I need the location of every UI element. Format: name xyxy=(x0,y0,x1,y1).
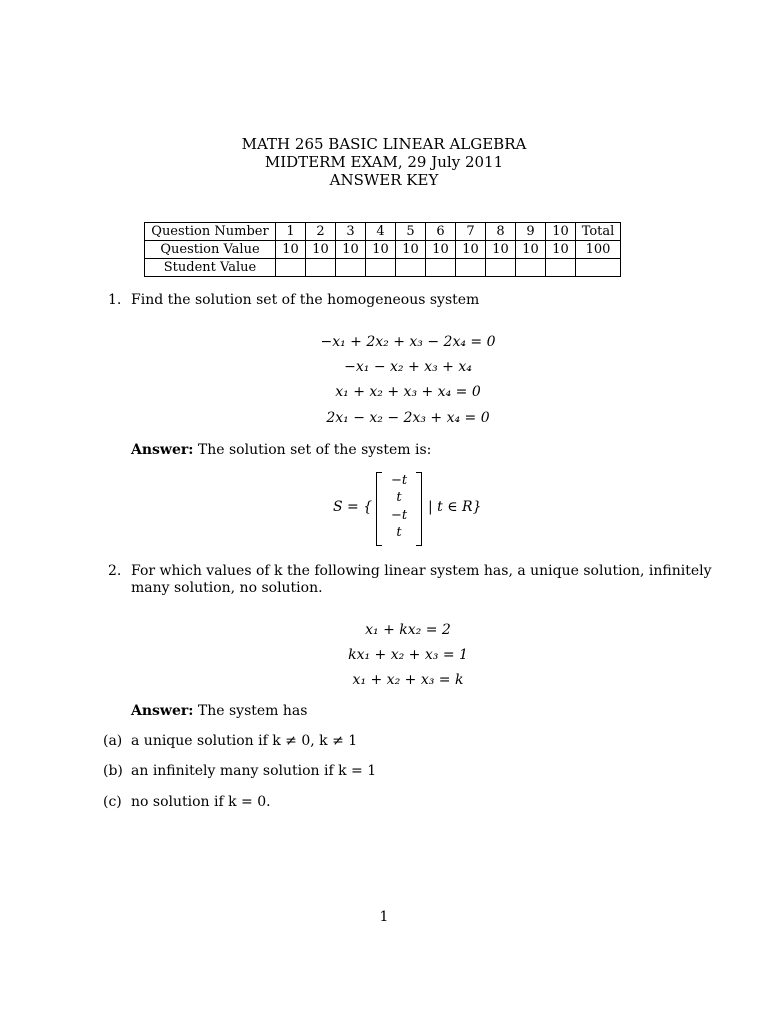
case-b-label: (b) xyxy=(103,763,123,779)
table-cell: 5 xyxy=(396,223,426,241)
table-cell: 6 xyxy=(426,223,456,241)
table-cell xyxy=(276,259,306,277)
q1-equation-3: x₁ + x₂ + x₃ + x₄ = 0 xyxy=(335,384,481,400)
question-1-prompt: Find the solution set of the homogeneous system xyxy=(131,292,480,308)
table-cell: 8 xyxy=(486,223,516,241)
table-cell: 10 xyxy=(336,241,366,259)
q2-answer-label: Answer: xyxy=(131,703,194,719)
exam-date-title: MIDTERM EXAM, 29 July 2011 xyxy=(264,153,504,171)
table-cell: 10 xyxy=(276,241,306,259)
table-cell xyxy=(396,259,426,277)
table-cell: 7 xyxy=(456,223,486,241)
solution-set-suffix: | t ∈ R} xyxy=(428,499,482,515)
q1-answer-text: The solution set of the system is: xyxy=(197,442,432,458)
case-c-label: (c) xyxy=(103,794,122,810)
table-cell xyxy=(366,259,396,277)
table-cell: 3 xyxy=(336,223,366,241)
table-cell: 1 xyxy=(276,223,306,241)
q2-equation-3: x₁ + x₂ + x₃ = k xyxy=(352,672,464,688)
case-a-label: (a) xyxy=(103,733,123,749)
q1-answer xyxy=(131,442,431,458)
page-number: 1 xyxy=(379,909,389,925)
table-row xyxy=(145,223,621,241)
table-cell: 2 xyxy=(306,223,336,241)
table-cell: 100 xyxy=(576,241,621,259)
exam-course-title: MATH 265 BASIC LINEAR ALGEBRA xyxy=(241,135,527,153)
table-cell: Student Value xyxy=(145,259,276,277)
q2-answer xyxy=(131,703,307,719)
table-cell: 10 xyxy=(546,241,576,259)
table-cell: 9 xyxy=(516,223,546,241)
q2-equation-2: kx₁ + x₂ + x₃ = 1 xyxy=(348,647,468,663)
table-cell: 10 xyxy=(396,241,426,259)
vector-entry: −t xyxy=(390,508,408,523)
solution-vector xyxy=(376,472,422,544)
case-a-text: a unique solution if k ≠ 0, k ≠ 1 xyxy=(131,733,358,749)
table-row xyxy=(145,241,621,259)
table-cell xyxy=(546,259,576,277)
table-cell: 10 xyxy=(306,241,336,259)
question-2-prompt-line2: many solution, no solution. xyxy=(131,580,323,596)
q1-answer-label: Answer: xyxy=(131,442,194,458)
table-cell: Total xyxy=(576,223,621,241)
table-row xyxy=(145,259,621,277)
table-cell: 10 xyxy=(546,223,576,241)
q1-equation-4: 2x₁ − x₂ − 2x₃ + x₄ = 0 xyxy=(326,410,490,426)
table-cell xyxy=(426,259,456,277)
table-cell xyxy=(516,259,546,277)
table-cell xyxy=(456,259,486,277)
q2-equation-1: x₁ + kx₂ = 2 xyxy=(365,622,451,638)
table-cell: Question Value xyxy=(145,241,276,259)
answer-key-title: ANSWER KEY xyxy=(329,171,439,189)
table-cell: 10 xyxy=(456,241,486,259)
question-2-prompt-line1: For which values of k the following linear system has, a unique solution, infinitely xyxy=(131,563,712,579)
case-c-text: no solution if k = 0. xyxy=(131,794,271,810)
grade-table xyxy=(144,222,621,277)
vector-entry: t xyxy=(396,490,402,505)
table-cell: 10 xyxy=(516,241,546,259)
table-cell xyxy=(486,259,516,277)
question-1-number: 1. xyxy=(108,292,122,308)
vector-entry: −t xyxy=(390,473,408,488)
solution-set-prefix: S = { xyxy=(333,499,373,515)
table-cell: Question Number xyxy=(145,223,276,241)
table-cell xyxy=(306,259,336,277)
question-2-number: 2. xyxy=(108,563,122,579)
case-b-text: an infinitely many solution if k = 1 xyxy=(131,763,377,779)
q1-equation-1: −x₁ + 2x₂ + x₃ − 2x₄ = 0 xyxy=(320,334,496,350)
q2-answer-text: The system has xyxy=(197,703,308,719)
table-cell xyxy=(576,259,621,277)
table-cell: 10 xyxy=(426,241,456,259)
table-cell: 10 xyxy=(486,241,516,259)
vector-entry: t xyxy=(396,525,402,540)
table-cell: 4 xyxy=(366,223,396,241)
q1-equation-2: −x₁ − x₂ + x₃ + x₄ xyxy=(344,359,472,375)
table-cell xyxy=(336,259,366,277)
table-cell: 10 xyxy=(366,241,396,259)
